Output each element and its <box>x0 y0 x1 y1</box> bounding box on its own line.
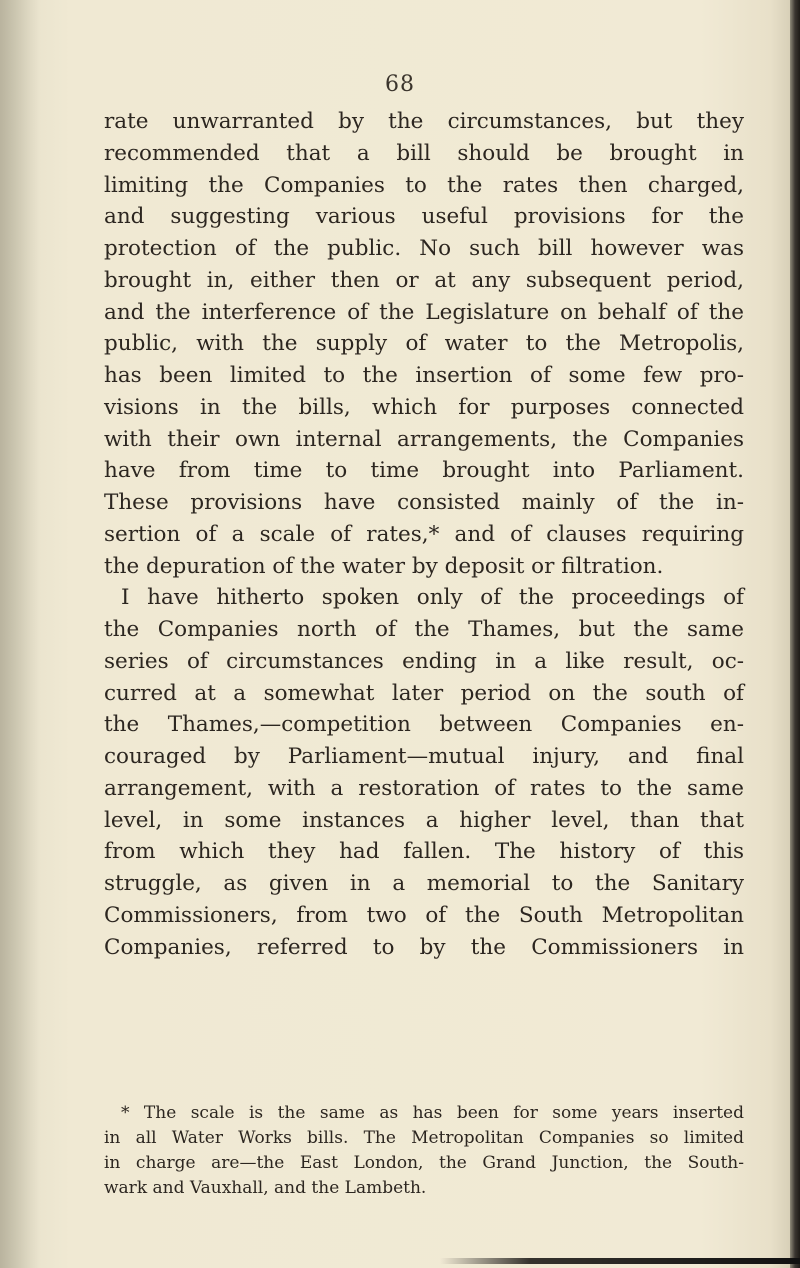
text-line: the depuration of the water by deposit or filtration. <box>104 553 664 579</box>
text-line: struggle, as given in a memorial to the Sanitary <box>104 871 744 896</box>
footnote-line: wark and Vauxhall, and the Lambeth. <box>104 1178 427 1198</box>
text-line: from which they had fallen. The history of this <box>104 839 744 865</box>
text-line: I have hitherto spoken only of the proceedings of <box>121 585 744 611</box>
text-line: recommended that a bill should be brought in <box>104 140 744 166</box>
text-line: arrangement, with a restoration of rates to the same <box>104 775 744 801</box>
text-line: and the interference of the Legislature on behalf of the <box>104 299 744 325</box>
body-text <box>104 106 744 963</box>
footnote-line: in charge are—the East London, the Grand Junction, the South- <box>104 1153 744 1173</box>
text-line: limiting the Companies to the rates then charged, <box>104 172 744 198</box>
text-line: curred at a somewhat later period on the south of <box>104 680 744 706</box>
footnote-line: * The scale is the same as has been for some years inserted <box>121 1103 744 1123</box>
text-line: These provisions have consisted mainly of the in- <box>104 490 744 515</box>
text-line: level, in some instances a higher level, than that <box>104 807 744 833</box>
footnote-line: in all Water Works bills. The Metropolitan Companies so limited <box>104 1128 744 1148</box>
text-line: brought in, either then or at any subsequent period, <box>104 267 744 293</box>
text-line: has been limited to the insertion of some few pro- <box>104 363 744 388</box>
text-line: protection of the public. No such bill however was <box>104 236 744 261</box>
text-line: couraged by Parliament—mutual injury, and final <box>104 744 744 769</box>
page-edge <box>790 0 800 1268</box>
text-line: public, with the supply of water to the Metropolis, <box>104 331 744 357</box>
text-line: Commissioners, from two of the South Metropolitan <box>104 902 744 928</box>
page-number: 68 <box>385 72 415 97</box>
text-line: the Thames,—competition between Companies en- <box>104 712 744 738</box>
text-line: the Companies north of the Thames, but the same <box>104 617 744 642</box>
text-line: series of circumstances ending in a like result, oc- <box>104 648 744 674</box>
footnote <box>104 1101 744 1201</box>
text-line: Companies, referred to by the Commissioners in <box>104 934 744 960</box>
text-line: sertion of a scale of rates,* and of clauses requiring <box>104 521 744 547</box>
text-line: rate unwarranted by the circumstances, but they <box>104 109 744 134</box>
text-line: visions in the bills, which for purposes connected <box>104 394 744 420</box>
bottom-edge <box>440 1258 800 1264</box>
binding-gutter <box>0 0 40 1268</box>
text-line: have from time to time brought into Parliament. <box>104 458 744 484</box>
text-line: and suggesting various useful provisions for the <box>104 204 744 230</box>
text-line: with their own internal arrangements, the Companies <box>104 426 744 452</box>
